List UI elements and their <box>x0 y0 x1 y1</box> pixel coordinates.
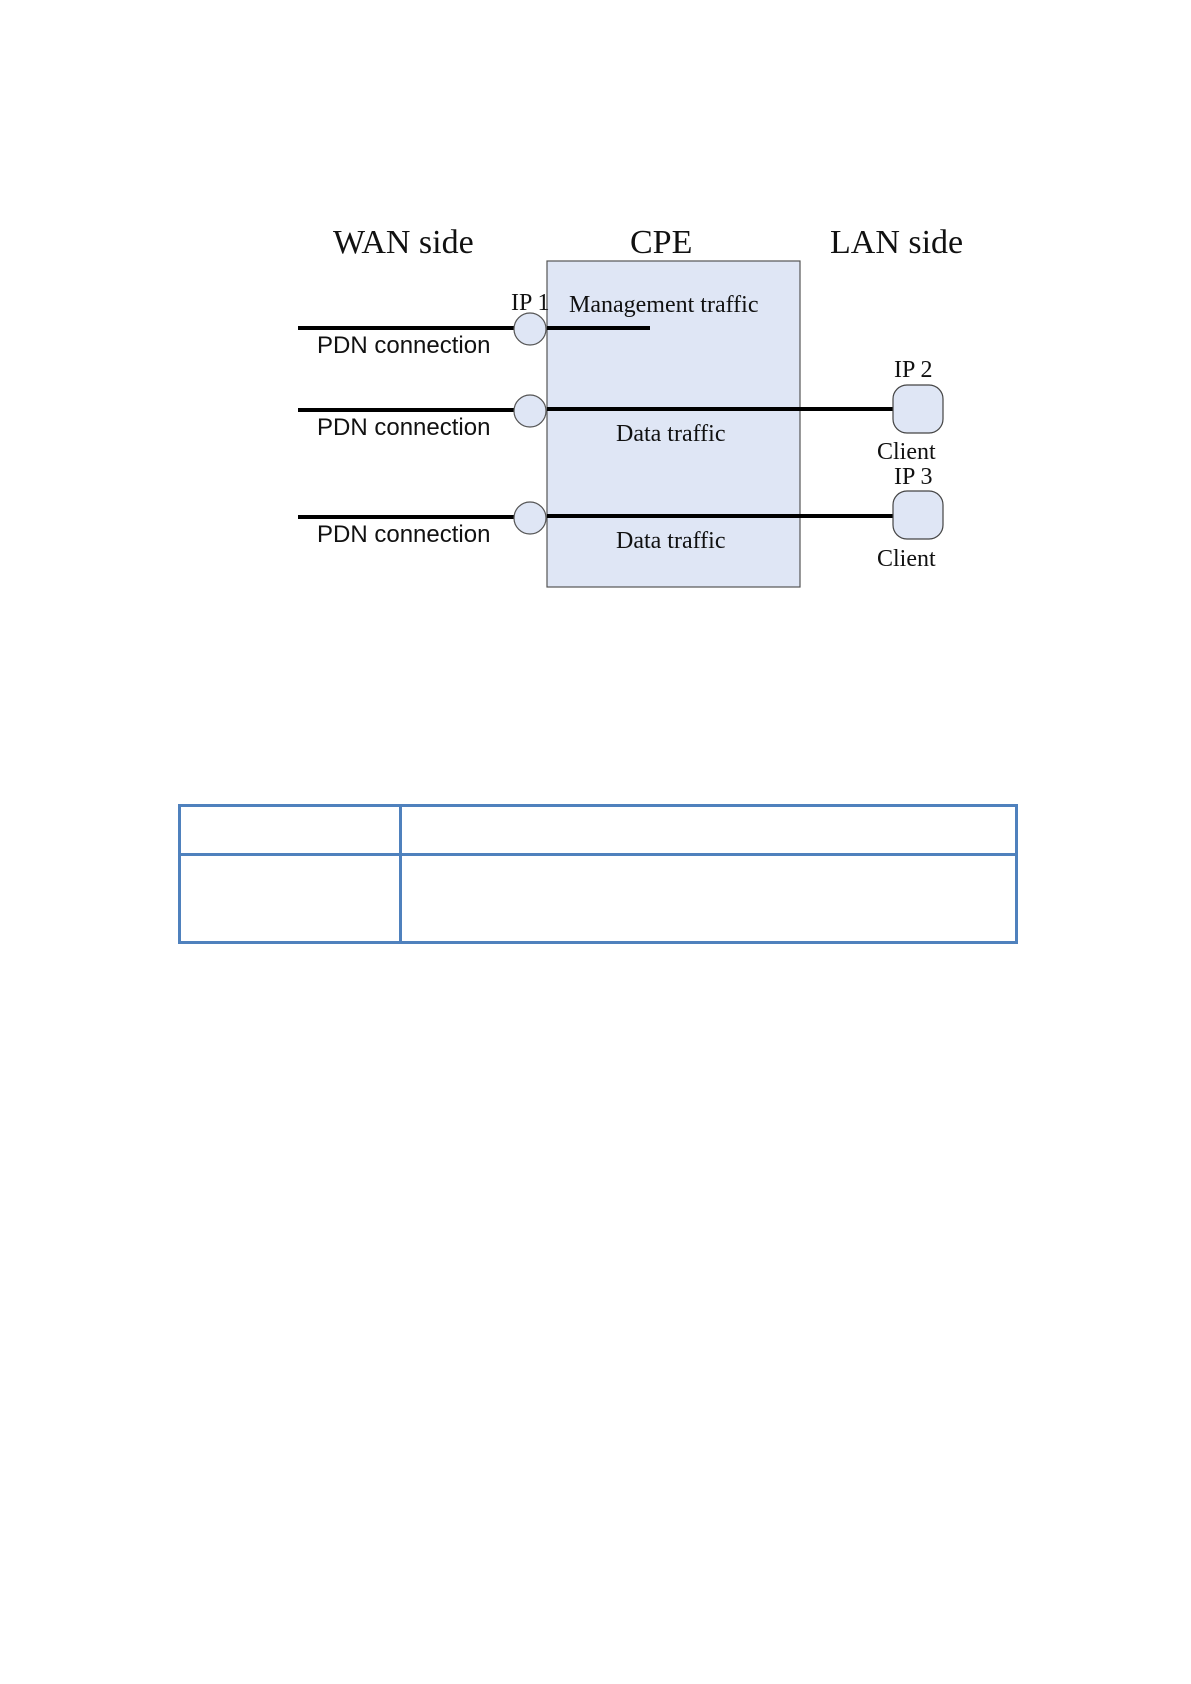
client-node-1 <box>893 385 943 433</box>
pdn-connection-label-3: PDN connection <box>317 521 491 548</box>
ip-port-2 <box>514 395 546 427</box>
client-label-2: Client <box>877 546 936 572</box>
wan-side-heading: WAN side <box>333 224 474 261</box>
ip-2-label: IP 2 <box>894 357 933 383</box>
empty-table <box>178 804 1018 944</box>
client-node-2 <box>893 491 943 539</box>
table-header-row <box>181 807 1015 856</box>
network-diagram <box>0 0 1191 620</box>
ip-1-label: IP 1 <box>511 290 550 316</box>
pdn-connection-label-2: PDN connection <box>317 414 491 441</box>
ip-port-3 <box>514 502 546 534</box>
table-column-divider <box>399 807 402 941</box>
ip-3-label: IP 3 <box>894 464 933 490</box>
data-traffic-label-2: Data traffic <box>616 528 726 554</box>
client-label-1: Client <box>877 439 936 465</box>
data-traffic-label-1: Data traffic <box>616 421 726 447</box>
lan-side-heading: LAN side <box>830 224 964 261</box>
ip-port-1 <box>514 313 546 345</box>
cpe-heading: CPE <box>630 224 693 261</box>
pdn-connection-label-1: PDN connection <box>317 332 491 359</box>
management-traffic-label: Management traffic <box>569 292 759 318</box>
